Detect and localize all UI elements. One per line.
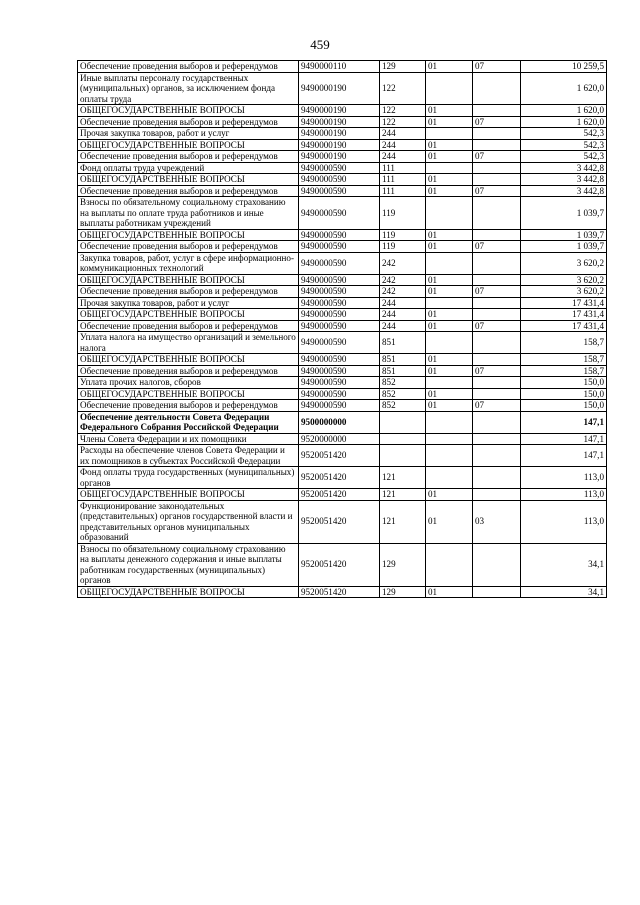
expense-name-cell: Фонд оплаты труда государственных (муниципальных) органов (78, 467, 299, 489)
subsection-cell: 07 (473, 61, 521, 73)
subsection-cell (473, 105, 521, 117)
amount-cell: 3 442,8 (521, 162, 607, 174)
amount-cell: 3 620,2 (521, 286, 607, 298)
subsection-cell: 07 (473, 400, 521, 412)
table-row (78, 433, 607, 445)
table-row (78, 467, 607, 489)
table-row (78, 72, 607, 105)
section-cell (426, 445, 473, 467)
section-cell: 01 (426, 185, 473, 197)
subsection-cell (473, 586, 521, 598)
table-row (78, 274, 607, 286)
table-row (78, 128, 607, 140)
target-article-cell: 9490000590 (299, 229, 380, 241)
expense-type-cell: 244 (380, 297, 426, 309)
table-row (78, 400, 607, 412)
amount-cell: 542,3 (521, 151, 607, 163)
expense-name-cell: Взносы по обязательному социальному страхованию на выплаты денежного содержания и иные выплаты работникам государственных (муниципальных) органов (78, 543, 299, 586)
target-article-cell: 9490000590 (299, 365, 380, 377)
expense-name-cell: ОБЩЕГОСУДАРСТВЕННЫЕ ВОПРОСЫ (78, 105, 299, 117)
amount-cell: 3 442,8 (521, 185, 607, 197)
subsection-cell (473, 354, 521, 366)
expense-name-cell: Прочая закупка товаров, работ и услуг (78, 128, 299, 140)
expense-name-cell: ОБЩЕГОСУДАРСТВЕННЫЕ ВОПРОСЫ (78, 309, 299, 321)
amount-cell: 3 620,2 (521, 252, 607, 274)
amount-cell: 3 442,8 (521, 174, 607, 186)
expense-type-cell: 119 (380, 229, 426, 241)
table-row (78, 61, 607, 73)
section-cell: 01 (426, 286, 473, 298)
expense-type-cell: 242 (380, 274, 426, 286)
expense-name-cell: Расходы на обеспечение членов Совета Федерации и их помощников в субъектах Российской Федерации (78, 445, 299, 467)
section-cell (426, 411, 473, 433)
subsection-cell (473, 174, 521, 186)
expense-type-cell: 851 (380, 354, 426, 366)
amount-cell: 1 039,7 (521, 241, 607, 253)
expense-name-cell: Иные выплаты персоналу государственных (муниципальных) органов, за исключением фонда оплаты труда (78, 72, 299, 105)
target-article-cell: 9490000590 (299, 377, 380, 389)
table-row (78, 388, 607, 400)
target-article-cell: 9490000190 (299, 105, 380, 117)
expense-type-cell: 244 (380, 320, 426, 332)
target-article-cell: 9520051420 (299, 489, 380, 501)
expense-type-cell: 119 (380, 241, 426, 253)
target-article-cell: 9490000190 (299, 128, 380, 140)
target-article-cell: 9490000590 (299, 286, 380, 298)
amount-cell: 34,1 (521, 543, 607, 586)
table-row (78, 365, 607, 377)
table-row (78, 320, 607, 332)
expense-type-cell: 852 (380, 388, 426, 400)
subsection-cell (473, 72, 521, 105)
expense-type-cell: 122 (380, 116, 426, 128)
expense-type-cell: 852 (380, 400, 426, 412)
table-row (78, 500, 607, 543)
table-row (78, 489, 607, 501)
expense-name-cell: Обеспечение проведения выборов и референдумов (78, 116, 299, 128)
target-article-cell: 9520000000 (299, 433, 380, 445)
table-row (78, 586, 607, 598)
section-cell: 01 (426, 229, 473, 241)
target-article-cell: 9490000590 (299, 354, 380, 366)
expense-type-cell: 111 (380, 162, 426, 174)
subsection-cell (473, 297, 521, 309)
section-cell (426, 72, 473, 105)
amount-cell: 1 620,0 (521, 116, 607, 128)
table-row (78, 139, 607, 151)
subsection-cell (473, 139, 521, 151)
section-cell: 01 (426, 354, 473, 366)
subsection-cell: 07 (473, 365, 521, 377)
expense-name-cell: Обеспечение проведения выборов и референдумов (78, 185, 299, 197)
expense-type-cell: 129 (380, 543, 426, 586)
subsection-cell (473, 467, 521, 489)
expense-type-cell: 121 (380, 489, 426, 501)
section-cell: 01 (426, 139, 473, 151)
subsection-cell (473, 445, 521, 467)
section-cell: 01 (426, 489, 473, 501)
expense-name-cell: ОБЩЕГОСУДАРСТВЕННЫЕ ВОПРОСЫ (78, 586, 299, 598)
target-article-cell: 9490000590 (299, 185, 380, 197)
expense-name-cell: Прочая закупка товаров, работ и услуг (78, 297, 299, 309)
expense-name-cell: Закупка товаров, работ, услуг в сфере информационно-коммуникационных технологий (78, 252, 299, 274)
subsection-cell (473, 309, 521, 321)
table-row (78, 174, 607, 186)
expense-name-cell: Обеспечение деятельности Совета Федерации Федерального Собрания Российской Федерации (78, 411, 299, 433)
subsection-cell (473, 433, 521, 445)
expense-type-cell: 121 (380, 500, 426, 543)
subsection-cell (473, 489, 521, 501)
amount-cell: 1 620,0 (521, 105, 607, 117)
expense-type-cell (380, 445, 426, 467)
section-cell: 01 (426, 274, 473, 286)
table-row (78, 297, 607, 309)
amount-cell: 113,0 (521, 500, 607, 543)
table-row (78, 105, 607, 117)
table-row (78, 286, 607, 298)
table-row (78, 185, 607, 197)
subsection-cell (473, 388, 521, 400)
amount-cell: 150,0 (521, 400, 607, 412)
expense-name-cell: ОБЩЕГОСУДАРСТВЕННЫЕ ВОПРОСЫ (78, 354, 299, 366)
expense-name-cell: ОБЩЕГОСУДАРСТВЕННЫЕ ВОПРОСЫ (78, 489, 299, 501)
expense-name-cell: ОБЩЕГОСУДАРСТВЕННЫЕ ВОПРОСЫ (78, 139, 299, 151)
expense-type-cell: 121 (380, 467, 426, 489)
expense-name-cell: ОБЩЕГОСУДАРСТВЕННЫЕ ВОПРОСЫ (78, 274, 299, 286)
section-cell: 01 (426, 174, 473, 186)
section-cell: 01 (426, 116, 473, 128)
expense-type-cell: 242 (380, 286, 426, 298)
target-article-cell: 9490000590 (299, 197, 380, 230)
expense-type-cell: 242 (380, 252, 426, 274)
target-article-cell: 9490000110 (299, 61, 380, 73)
expense-type-cell: 851 (380, 365, 426, 377)
section-cell: 01 (426, 500, 473, 543)
budget-table-body (78, 61, 607, 598)
target-article-cell: 9490000190 (299, 72, 380, 105)
subsection-cell: 03 (473, 500, 521, 543)
section-cell: 01 (426, 151, 473, 163)
table-row (78, 162, 607, 174)
expense-name-cell: Взносы по обязательному социальному страхованию на выплаты по оплате труда работников и иные выплаты работникам учреждений (78, 197, 299, 230)
table-row (78, 229, 607, 241)
amount-cell: 113,0 (521, 467, 607, 489)
expense-type-cell: 111 (380, 174, 426, 186)
expense-type-cell: 851 (380, 332, 426, 354)
target-article-cell: 9490000190 (299, 139, 380, 151)
target-article-cell: 9490000190 (299, 116, 380, 128)
amount-cell: 1 620,0 (521, 72, 607, 105)
section-cell (426, 332, 473, 354)
subsection-cell (473, 543, 521, 586)
target-article-cell: 9490000190 (299, 151, 380, 163)
target-article-cell: 9520051420 (299, 500, 380, 543)
expense-type-cell: 852 (380, 377, 426, 389)
expense-type-cell: 122 (380, 72, 426, 105)
target-article-cell: 9490000590 (299, 252, 380, 274)
subsection-cell (473, 332, 521, 354)
subsection-cell: 07 (473, 116, 521, 128)
section-cell: 01 (426, 586, 473, 598)
amount-cell: 3 620,2 (521, 274, 607, 286)
amount-cell: 158,7 (521, 332, 607, 354)
target-article-cell: 9520051420 (299, 543, 380, 586)
expense-type-cell: 129 (380, 61, 426, 73)
page-number: 459 (310, 37, 330, 52)
subsection-cell (473, 229, 521, 241)
section-cell: 01 (426, 365, 473, 377)
table-row (78, 252, 607, 274)
target-article-cell: 9490000590 (299, 241, 380, 253)
section-cell: 01 (426, 400, 473, 412)
target-article-cell: 9490000590 (299, 320, 380, 332)
table-row (78, 354, 607, 366)
amount-cell: 10 259,5 (521, 61, 607, 73)
subsection-cell (473, 162, 521, 174)
expense-name-cell: ОБЩЕГОСУДАРСТВЕННЫЕ ВОПРОСЫ (78, 229, 299, 241)
expense-name-cell: Фонд оплаты труда учреждений (78, 162, 299, 174)
table-row (78, 151, 607, 163)
expense-name-cell: Обеспечение проведения выборов и референдумов (78, 320, 299, 332)
section-cell (426, 377, 473, 389)
subsection-cell: 07 (473, 185, 521, 197)
section-cell: 01 (426, 320, 473, 332)
section-cell (426, 433, 473, 445)
expense-type-cell (380, 433, 426, 445)
amount-cell: 113,0 (521, 489, 607, 501)
amount-cell: 17 431,4 (521, 309, 607, 321)
table-row (78, 377, 607, 389)
subsection-cell: 07 (473, 241, 521, 253)
subsection-cell (473, 411, 521, 433)
expense-name-cell: Функционирование законодательных (представительных) органов государственной власти и представительных органов муниципальных образований (78, 500, 299, 543)
expense-type-cell: 244 (380, 151, 426, 163)
budget-table (77, 60, 607, 598)
amount-cell: 150,0 (521, 377, 607, 389)
section-cell: 01 (426, 61, 473, 73)
expense-type-cell: 244 (380, 309, 426, 321)
section-cell: 01 (426, 388, 473, 400)
subsection-cell (473, 274, 521, 286)
target-article-cell: 9490000590 (299, 309, 380, 321)
expense-name-cell: ОБЩЕГОСУДАРСТВЕННЫЕ ВОПРОСЫ (78, 388, 299, 400)
target-article-cell: 9520051420 (299, 445, 380, 467)
section-cell (426, 297, 473, 309)
amount-cell: 542,3 (521, 128, 607, 140)
subsection-cell (473, 128, 521, 140)
table-row (78, 197, 607, 230)
amount-cell: 1 039,7 (521, 197, 607, 230)
expense-name-cell: Уплата прочих налогов, сборов (78, 377, 299, 389)
target-article-cell: 9490000590 (299, 174, 380, 186)
amount-cell: 147,1 (521, 411, 607, 433)
target-article-cell: 9490000590 (299, 400, 380, 412)
amount-cell: 147,1 (521, 433, 607, 445)
subsection-cell (473, 377, 521, 389)
section-cell: 01 (426, 105, 473, 117)
expense-name-cell: Обеспечение проведения выборов и референдумов (78, 286, 299, 298)
section-cell: 01 (426, 241, 473, 253)
expense-name-cell: Обеспечение проведения выборов и референдумов (78, 241, 299, 253)
amount-cell: 17 431,4 (521, 320, 607, 332)
section-cell (426, 543, 473, 586)
target-article-cell: 9520051420 (299, 586, 380, 598)
section-cell (426, 467, 473, 489)
expense-name-cell: Члены Совета Федерации и их помощники (78, 433, 299, 445)
expense-name-cell: Уплата налога на имущество организаций и земельного налога (78, 332, 299, 354)
subsection-cell: 07 (473, 286, 521, 298)
amount-cell: 34,1 (521, 586, 607, 598)
amount-cell: 147,1 (521, 445, 607, 467)
target-article-cell: 9520051420 (299, 467, 380, 489)
amount-cell: 158,7 (521, 365, 607, 377)
target-article-cell: 9490000590 (299, 274, 380, 286)
expense-name-cell: Обеспечение проведения выборов и референдумов (78, 365, 299, 377)
expense-type-cell: 244 (380, 139, 426, 151)
table-row (78, 309, 607, 321)
expense-type-cell: 119 (380, 197, 426, 230)
expense-type-cell (380, 411, 426, 433)
table-row (78, 411, 607, 433)
amount-cell: 158,7 (521, 354, 607, 366)
section-cell (426, 128, 473, 140)
expense-type-cell: 129 (380, 586, 426, 598)
subsection-cell (473, 197, 521, 230)
section-cell: 01 (426, 309, 473, 321)
amount-cell: 1 039,7 (521, 229, 607, 241)
expense-name-cell: Обеспечение проведения выборов и референдумов (78, 61, 299, 73)
expense-type-cell: 122 (380, 105, 426, 117)
table-row (78, 543, 607, 586)
target-article-cell: 9490000590 (299, 297, 380, 309)
subsection-cell: 07 (473, 320, 521, 332)
amount-cell: 542,3 (521, 139, 607, 151)
expense-type-cell: 111 (380, 185, 426, 197)
subsection-cell: 07 (473, 151, 521, 163)
target-article-cell: 9490000590 (299, 162, 380, 174)
target-article-cell: 9490000590 (299, 332, 380, 354)
section-cell (426, 197, 473, 230)
target-article-cell: 9490000590 (299, 388, 380, 400)
table-row (78, 241, 607, 253)
target-article-cell: 9500000000 (299, 411, 380, 433)
amount-cell: 150,0 (521, 388, 607, 400)
section-cell (426, 162, 473, 174)
subsection-cell (473, 252, 521, 274)
table-row (78, 332, 607, 354)
expense-type-cell: 244 (380, 128, 426, 140)
expense-name-cell: ОБЩЕГОСУДАРСТВЕННЫЕ ВОПРОСЫ (78, 174, 299, 186)
expense-name-cell: Обеспечение проведения выборов и референдумов (78, 400, 299, 412)
table-row (78, 116, 607, 128)
section-cell (426, 252, 473, 274)
expense-name-cell: Обеспечение проведения выборов и референдумов (78, 151, 299, 163)
table-row (78, 445, 607, 467)
amount-cell: 17 431,4 (521, 297, 607, 309)
